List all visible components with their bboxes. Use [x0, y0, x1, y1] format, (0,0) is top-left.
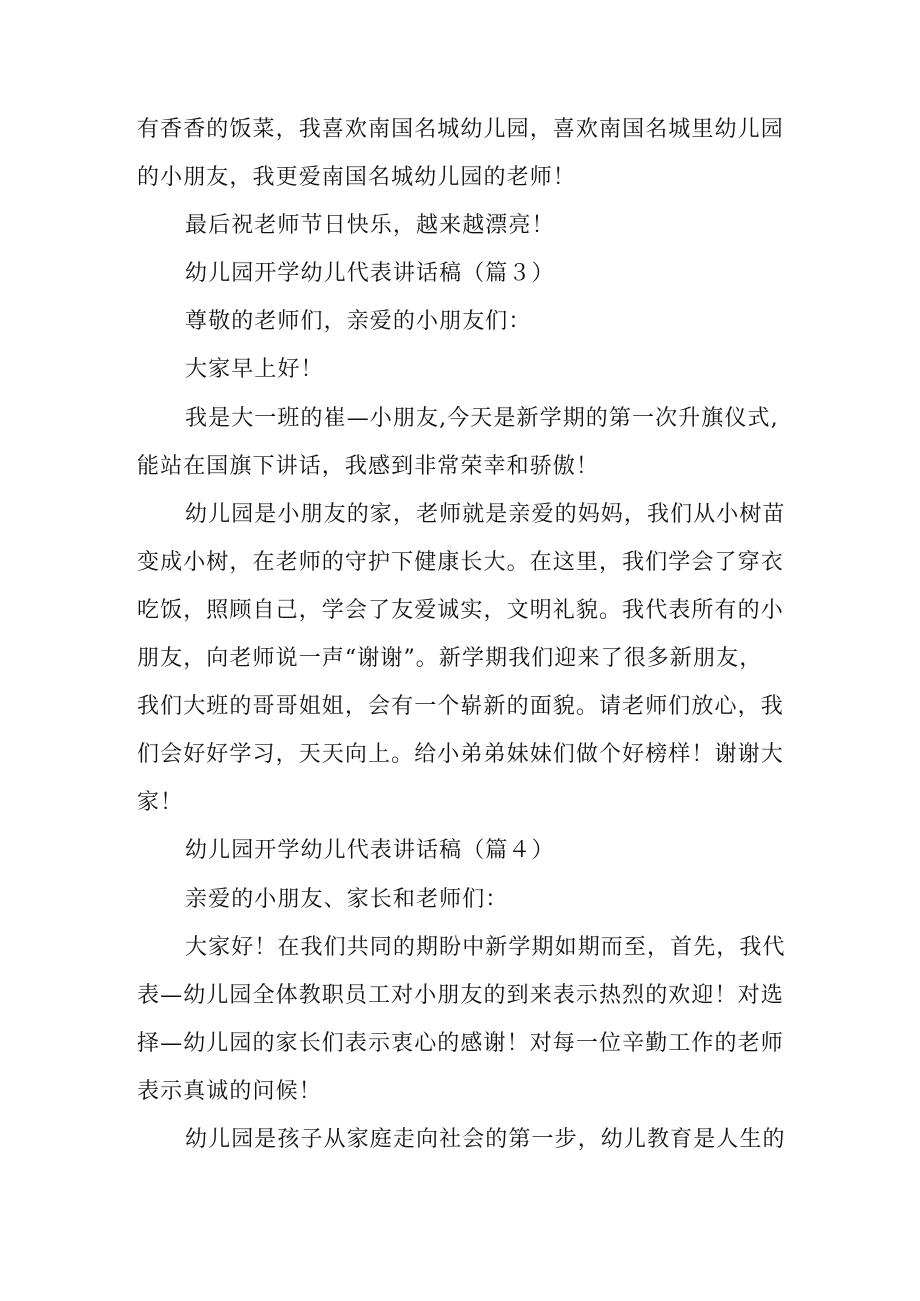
paragraph-p2: [137, 202, 789, 250]
text-line: 大家早上好！: [185, 357, 324, 383]
document-body: [137, 106, 789, 1164]
text-line: 变成小树，在老师的守护下健康长大。在这里，我们学会了穿衣: [137, 549, 784, 575]
paragraph-p5: [137, 346, 789, 394]
text-line: 的小朋友，我更爱南国名城幼儿园的老师！: [137, 165, 576, 191]
text-line: 大家好！在我们共同的期盼中新学期如期而至，首先，我代: [185, 934, 786, 960]
text-line: 幼儿园是孩子从家庭走向社会的第一步，幼儿教育是人生的: [185, 1126, 786, 1152]
text-line: 吃饭，照顾自己，学会了友爱诚实，文明礼貌。我代表所有的小: [137, 597, 784, 623]
paragraph-p10: [137, 924, 789, 1116]
paragraph-p9: [137, 876, 789, 924]
text-line: 家！: [137, 790, 184, 816]
text-line: 能站在国旗下讲话，我感到非常荣幸和骄傲！: [137, 453, 600, 479]
text-line: 我们大班的哥哥姐姐，会有一个崭新的面貌。请老师们放心，我: [137, 694, 784, 720]
paragraph-p7: [137, 491, 789, 828]
text-line: 朋友，向老师说一声“谢谢”。新学期我们迎来了很多新朋友，: [137, 646, 763, 672]
text-line: 我是大一班的崔—小朋友,今天是新学期的第一次升旗仪式,: [185, 405, 779, 431]
text-line: 们会好好学习，天天向上。给小弟弟妹妹们做个好榜样！谢谢大: [137, 742, 784, 768]
text-line: 择—幼儿园的家长们表示衷心的感谢！对每一位辛勤工作的老师: [137, 1030, 784, 1056]
text-line: 尊敬的老师们，亲爱的小朋友们：: [185, 309, 532, 335]
paragraph-p11: [137, 1116, 789, 1164]
text-line: 幼儿园是小朋友的家，老师就是亲爱的妈妈，我们从小树苗: [185, 501, 786, 527]
text-line: 最后祝老师节日快乐，越来越漂亮！: [185, 213, 555, 239]
text-line: 幼儿园开学幼儿代表讲话稿（篇３）: [185, 261, 555, 287]
paragraph-p6: [137, 395, 789, 491]
paragraph-p8: [137, 827, 789, 875]
paragraph-p3: [137, 250, 789, 298]
paragraph-p4: [137, 298, 789, 346]
paragraph-p1: [137, 106, 789, 202]
text-line: 表—幼儿园全体教职员工对小朋友的到来表示热烈的欢迎！对选: [137, 982, 784, 1008]
text-line: 有香香的饭菜，我喜欢南国名城幼儿园，喜欢南国名城里幼儿园: [137, 117, 784, 142]
text-line: 幼儿园开学幼儿代表讲话稿（篇４）: [185, 838, 555, 864]
text-line: 亲爱的小朋友、家长和老师们：: [185, 886, 509, 912]
text-line: 表示真诚的问候！: [137, 1078, 322, 1104]
